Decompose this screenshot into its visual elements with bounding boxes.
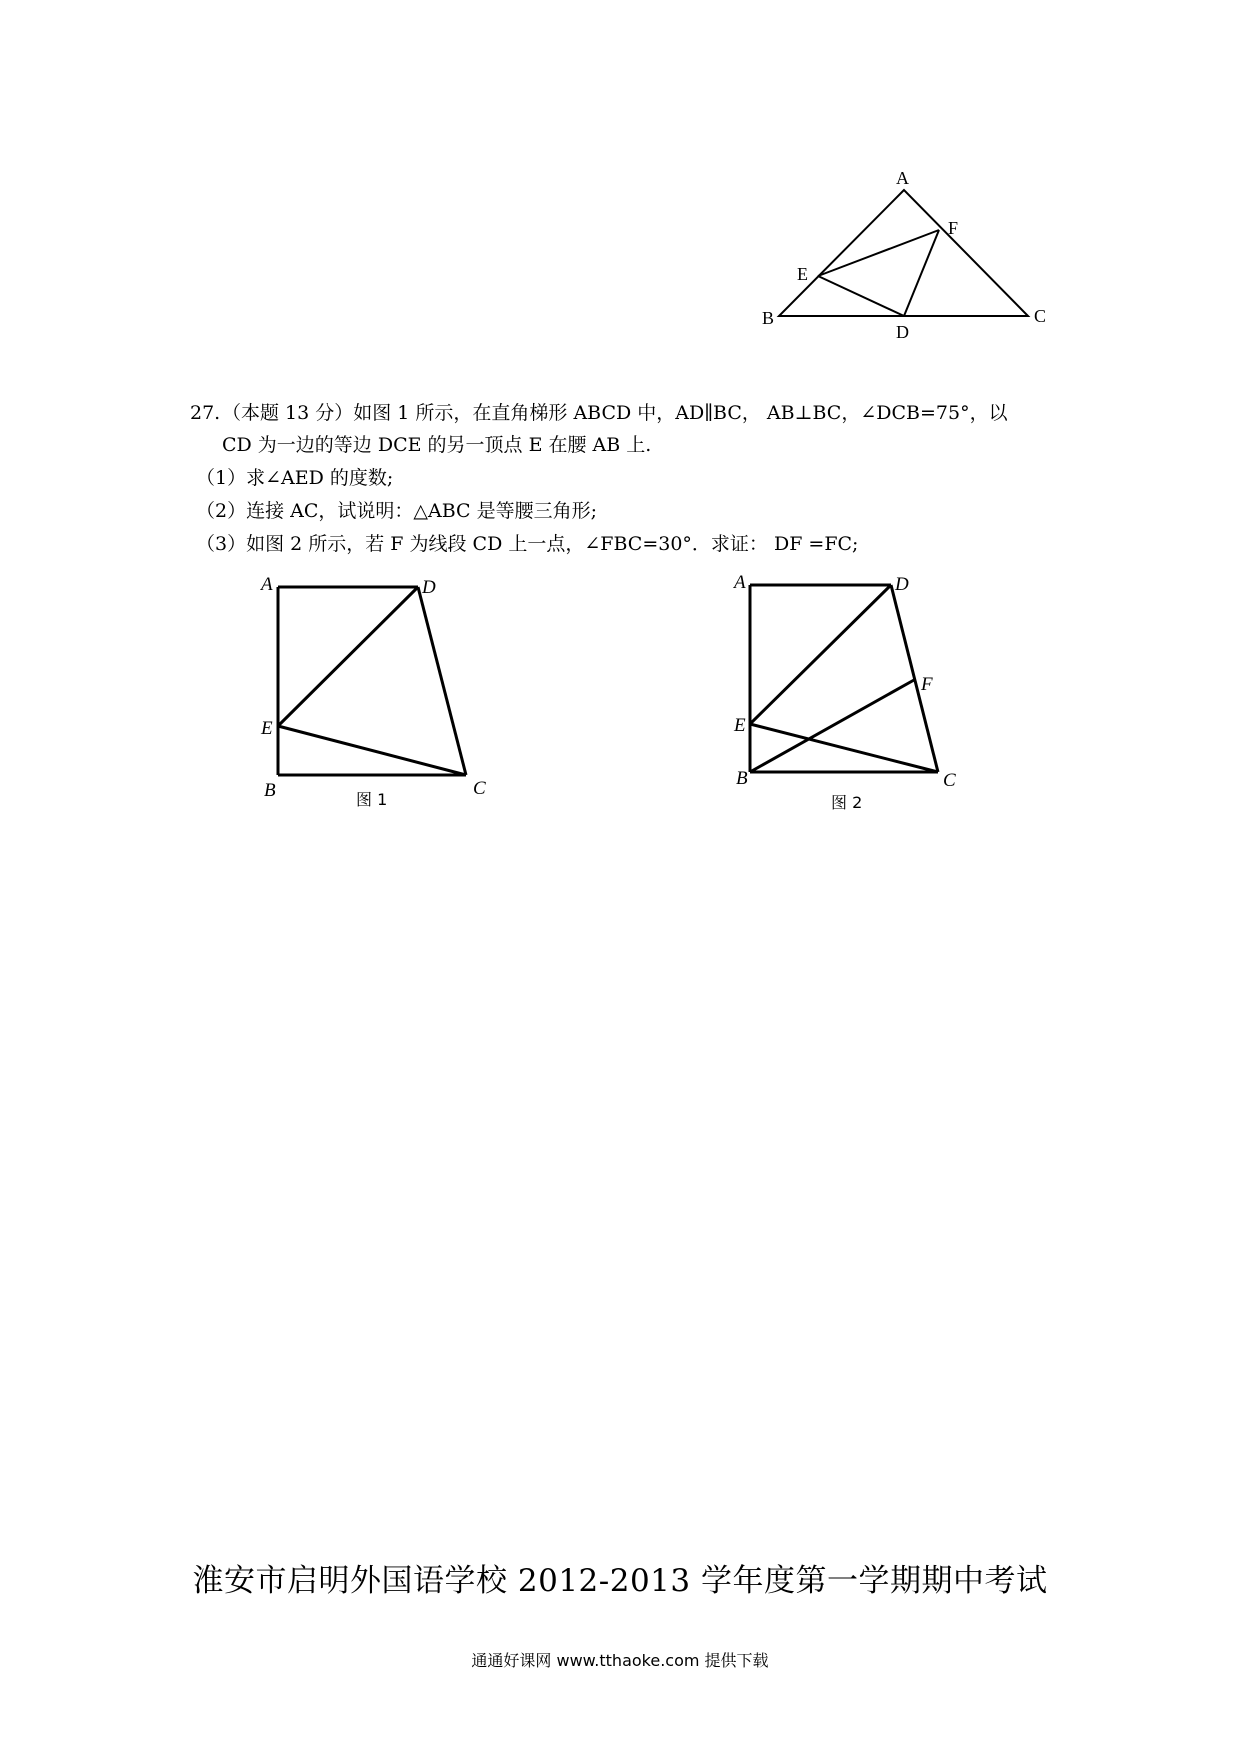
fig1-label-E: E — [261, 718, 273, 739]
fig2-label-D: D — [895, 574, 909, 595]
triangle-figure — [0, 0, 1240, 360]
label-C: C — [1034, 306, 1047, 326]
fig2-label-B: B — [736, 768, 748, 789]
question-part-1: （1）求∠AED 的度数; — [196, 467, 394, 489]
fig2-label-F: F — [921, 674, 933, 695]
fig2-label-E: E — [734, 715, 746, 736]
label-A: A — [896, 168, 909, 188]
label-B: B — [762, 308, 775, 328]
fig1-label-D: D — [422, 577, 436, 598]
question-stem-line1: （本题 13 分）如图 1 所示，在直角梯形 ABCD 中，AD∥BC， AB⊥BC，∠DCB=75°，以 — [222, 402, 1008, 424]
question-part-2: （2）连接 AC，试说明：△ABC 是等腰三角形; — [196, 500, 598, 522]
label-D: D — [896, 322, 909, 342]
fig1-label-B: B — [264, 780, 276, 801]
fig1-caption: 图 1 — [356, 790, 388, 809]
label-E: E — [797, 264, 808, 284]
fig1-label-C: C — [473, 778, 486, 799]
fig2-label-A: A — [734, 572, 746, 593]
exam-title: 淮安市启明外国语学校 2012-2013 学年度第一学期期中考试 — [192, 1563, 1048, 1599]
question-stem-line2: CD 为一边的等边 DCE 的另一顶点 E 在腰 AB 上. — [222, 434, 652, 456]
label-F: F — [948, 218, 959, 238]
fig1-label-A: A — [261, 574, 273, 595]
question-part-3: （3）如图 2 所示，若 F 为线段 CD 上一点，∠FBC=30°．求证： DF =FC; — [196, 533, 859, 555]
fig2-caption: 图 2 — [831, 793, 863, 812]
question-number: 27. — [190, 402, 221, 424]
footer-credit: 通通好课网 www.tthaoke.com 提供下载 — [471, 1651, 769, 1670]
fig2-label-C: C — [943, 770, 956, 791]
